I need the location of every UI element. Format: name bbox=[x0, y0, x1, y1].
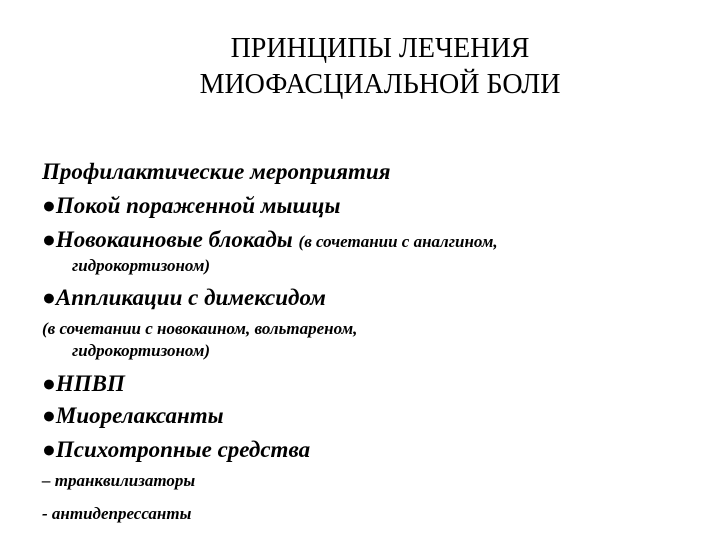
blockade-note: (в сочетании с аналгином, bbox=[298, 232, 498, 251]
section-heading: Профилактические мероприятия bbox=[42, 159, 391, 184]
slide-title-line-1: ПРИНЦИПЫ ЛЕЧЕНИЯ bbox=[230, 33, 530, 64]
list-item-label: НПВП bbox=[55, 371, 125, 396]
list-item-applications bbox=[42, 284, 326, 312]
list-item-label: Психотропные средства bbox=[55, 437, 311, 462]
list-item-muscle-relaxants bbox=[42, 402, 224, 430]
sub-item-tranquilizers: – транквилизаторы bbox=[42, 471, 196, 490]
bullet-icon: ● bbox=[42, 371, 56, 396]
bullet-icon: ● bbox=[42, 193, 56, 218]
applications-note: (в сочетании с новокаином, вольтареном, bbox=[42, 319, 358, 338]
list-item-blockades bbox=[42, 226, 498, 254]
blockade-note-continued: гидрокортизоном) bbox=[72, 256, 211, 275]
bullet-icon: ● bbox=[42, 285, 56, 310]
list-item-label: Миорелаксанты bbox=[55, 403, 224, 428]
list-item-nsaid bbox=[42, 370, 125, 398]
list-item-label: Аппликации с димексидом bbox=[55, 285, 326, 310]
list-item-label: Покой пораженной мышцы bbox=[55, 193, 341, 218]
list-item-rest bbox=[42, 192, 340, 220]
bullet-icon: ● bbox=[42, 437, 56, 462]
sub-item-antidepressants: - антидепрессанты bbox=[42, 504, 192, 523]
slide-title-line-2: МИОФАСЦИАЛЬНОЙ БОЛИ bbox=[199, 69, 561, 100]
list-item-psychotropic bbox=[42, 436, 310, 464]
applications-note-continued: гидрокортизоном) bbox=[72, 341, 211, 360]
bullet-icon: ● bbox=[42, 403, 56, 428]
list-item-label: Новокаиновые блокады bbox=[55, 227, 293, 252]
bullet-icon: ● bbox=[42, 227, 56, 252]
